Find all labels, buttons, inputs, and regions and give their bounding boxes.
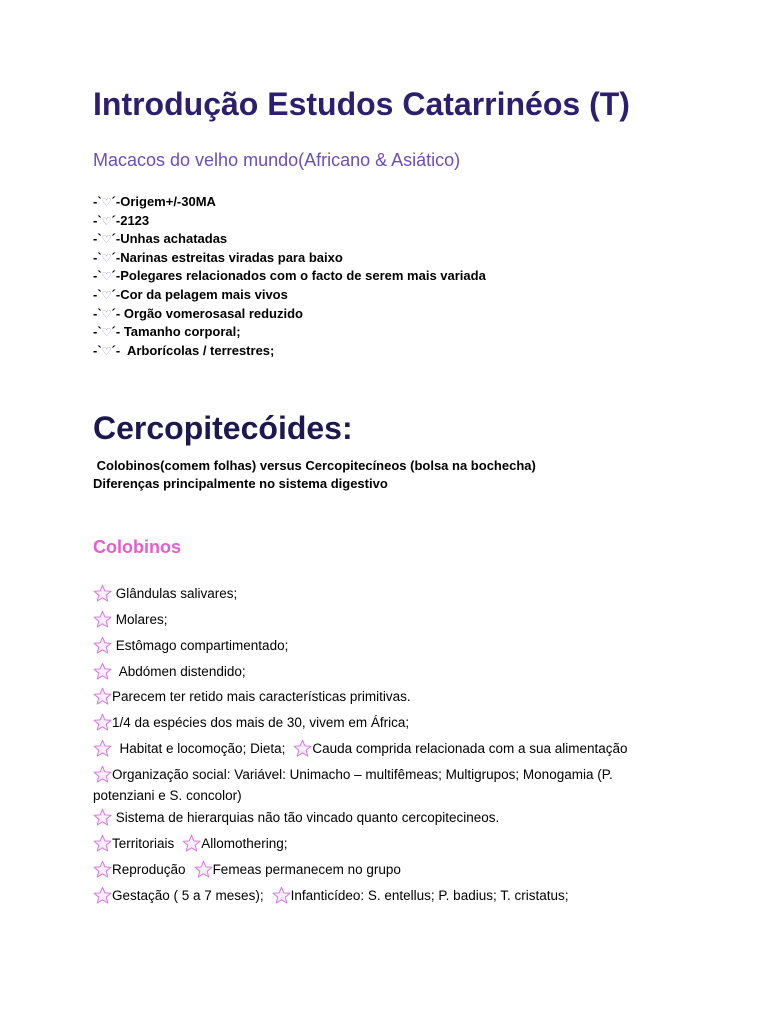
colobinos-line-text: Glândulas salivares;	[112, 586, 238, 601]
colobinos-line	[93, 885, 569, 906]
page-title: Introdução Estudos Catarrinéos (T)	[93, 86, 630, 122]
heart-icon: ♡	[101, 307, 112, 321]
traits-list	[93, 193, 486, 360]
colobinos-line	[93, 661, 246, 682]
heart-icon: ♡	[101, 288, 112, 302]
trait-suffix: ´-	[111, 286, 121, 302]
heart-icon: ♡	[101, 214, 112, 228]
trait-text: Unhas achatadas	[120, 231, 228, 247]
star-outline-icon	[93, 713, 112, 731]
colobinos-line-text: 1/4 da espécies dos mais de 30, vivem em África;	[112, 715, 410, 730]
star-outline-icon	[93, 808, 112, 826]
colobinos-line-text: Reprodução	[112, 862, 186, 877]
trait-item	[93, 193, 486, 212]
colobinos-line	[93, 686, 411, 707]
trait-item	[93, 286, 486, 305]
trait-suffix: ´-	[111, 268, 121, 284]
star-outline-icon	[194, 860, 213, 878]
colobinos-line	[93, 859, 401, 880]
trait-prefix: -`	[93, 194, 102, 209]
heart-icon: ♡	[101, 326, 112, 340]
trait-item	[93, 305, 486, 324]
trait-suffix: ´-	[111, 305, 121, 321]
heart-icon: ♡	[101, 344, 112, 358]
trait-text: Origem+/-30MA	[120, 194, 216, 209]
trait-text: Narinas estreitas viradas para baixo	[120, 249, 343, 265]
star-outline-icon	[93, 860, 112, 878]
trait-prefix: -`	[93, 231, 102, 247]
star-outline-icon	[293, 739, 312, 757]
intro-line-1: Colobinos(comem folhas) versus Cercopitecíneos (bolsa na bochecha)	[93, 458, 536, 473]
colobinos-line-text: Organização social: Variável: Unimacho – multifêmeas; Multigrupos; Monogamia (P. potenziani e S. concolor)	[93, 767, 617, 803]
star-outline-icon	[93, 765, 112, 783]
star-outline-icon	[93, 886, 112, 904]
colobinos-line	[93, 712, 409, 733]
trait-prefix: -`	[93, 342, 102, 358]
colobinos-line-text: Territoriais	[112, 836, 175, 851]
colobinos-line	[93, 807, 499, 828]
heart-icon: ♡	[101, 233, 112, 247]
colobinos-line-text: Infanticídeo: S. entellus; P. badius; T. cristatus;	[290, 888, 569, 903]
colobinos-line-text: Estômago compartimentado;	[112, 638, 289, 653]
trait-prefix: -`	[93, 249, 102, 265]
colobinos-line-text: Molares;	[112, 612, 168, 627]
star-outline-icon	[93, 834, 112, 852]
trait-item	[93, 267, 486, 286]
trait-text: Cor da pelagem mais vivos	[120, 286, 288, 302]
star-outline-icon	[93, 687, 112, 705]
colobinos-line	[93, 635, 288, 656]
colobinos-line-text: Allomothering;	[201, 836, 288, 851]
colobinos-line	[93, 833, 288, 854]
colobinos-line-text: Habitat e locomoção; Dieta;	[112, 741, 286, 756]
colobinos-heading: Colobinos	[93, 537, 181, 557]
trait-text: Arborícolas / terrestres;	[120, 342, 275, 358]
heart-icon: ♡	[101, 251, 112, 265]
trait-item	[93, 323, 486, 342]
trait-suffix: ´-	[111, 212, 121, 228]
section-intro	[93, 457, 536, 493]
trait-suffix: ´-	[111, 249, 121, 265]
intro-line-2: Diferenças principalmente no sistema digestivo	[93, 476, 388, 491]
trait-prefix: -`	[93, 286, 102, 302]
trait-prefix: -`	[93, 268, 102, 284]
colobinos-line-text: Sistema de hierarquias não tão vincado quanto cercopitecineos.	[112, 810, 500, 825]
trait-prefix: -`	[93, 324, 102, 340]
page-subtitle: Macacos do velho mundo(Africano & Asiático)	[93, 150, 461, 170]
trait-item	[93, 342, 486, 361]
colobinos-line-text: Parecem ter retido mais características primitivas.	[112, 689, 411, 704]
colobinos-line-text: Femeas permanecem no grupo	[212, 862, 401, 877]
trait-item	[93, 230, 486, 249]
trait-prefix: -`	[93, 305, 102, 321]
colobinos-line	[93, 738, 628, 759]
star-outline-icon	[93, 584, 112, 602]
trait-text: Orgão vomerosasal reduzido	[120, 305, 303, 321]
star-outline-icon	[93, 739, 112, 757]
colobinos-line-text: Cauda comprida relacionada com a sua alimentação	[312, 741, 628, 756]
trait-item	[93, 212, 486, 231]
star-outline-icon	[182, 834, 201, 852]
heart-icon: ♡	[101, 270, 112, 284]
star-outline-icon	[93, 662, 112, 680]
colobinos-line-text: Gestação ( 5 a 7 meses);	[112, 888, 264, 903]
colobinos-line	[93, 609, 168, 630]
trait-text: Tamanho corporal;	[120, 324, 241, 340]
trait-suffix: ´-	[111, 231, 121, 247]
heart-icon: ♡	[101, 196, 112, 209]
star-outline-icon	[93, 636, 112, 654]
trait-text: Polegares relacionados com o facto de serem mais variada	[120, 268, 486, 284]
trait-text: 2123	[120, 212, 150, 228]
star-outline-icon	[272, 886, 291, 904]
colobinos-line	[93, 583, 237, 604]
trait-suffix: ´-	[111, 342, 121, 358]
trait-prefix: -`	[93, 212, 102, 228]
star-outline-icon	[93, 610, 112, 628]
colobinos-line	[93, 764, 653, 806]
colobinos-line-text: Abdómen distendido;	[112, 664, 246, 679]
trait-item	[93, 249, 486, 268]
trait-suffix: ´-	[111, 194, 121, 209]
trait-suffix: ´-	[111, 324, 121, 340]
section-heading: Cercopitecóides:	[93, 410, 353, 446]
